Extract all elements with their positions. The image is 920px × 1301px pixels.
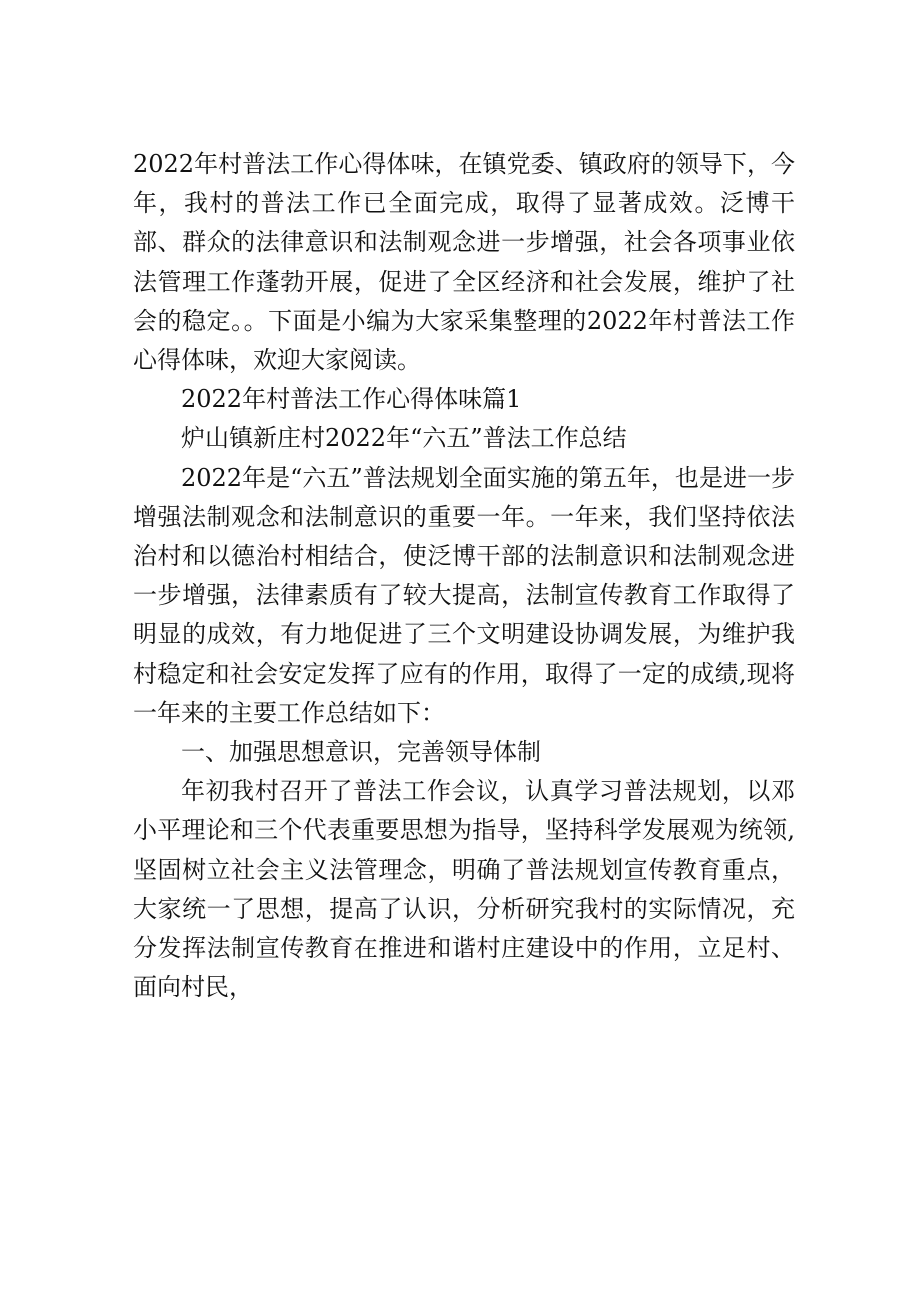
chapter-title: 2022年村普法工作心得体味篇1: [181, 385, 522, 414]
body-paragraph-1: 2022年是“六五”普法规划全面实施的第五年，也是进一步增强法制观念和法制意识的重要一年。一年来，我们坚持依法治村和以德治村相结合，使泛博干部的法制意识和法制观念进一步增强，法律素质有了较大提高，法制宣传教育工作取得了明显的成效，有力地促进了三个文明建设协调发展，为维护我村稳定和社会安定发挥了应有的作用，取得了一定的成绩,现将一年来的主要工作总结如下：: [133, 463, 795, 727]
intro-paragraph: 2022年村普法工作心得体味，在镇党委、镇政府的领导下，今年，我村的普法工作已全面完成，取得了显著成效。泛博干部、群众的法律意识和法制观念进一步增强，社会各项事业依法管理工作蓬勃开展，促进了全区经济和社会发展，维护了社会的稳定。。下面是小编为大家采集整理的2022年村普法工作心得体味，欢迎大家阅读。: [133, 150, 795, 375]
section-heading-1: 一、加强思想意识，完善领导体制: [181, 738, 541, 767]
document-body: [133, 145, 795, 1007]
report-title: 炉山镇新庄村2022年“六五”普法工作总结: [181, 424, 627, 453]
body-paragraph-2: 年初我村召开了普法工作会议，认真学习普法规划，以邓小平理论和三个代表重要思想为指导，坚持科学发展观为统领,坚固树立社会主义法管理念，明确了普法规划宣传教育重点，大家统一了思想，提高了认识，分析研究我村的实际情况，充分发挥法制宣传教育在推进和谐村庄建设中的作用，立足村、面向村民，: [133, 777, 795, 1002]
